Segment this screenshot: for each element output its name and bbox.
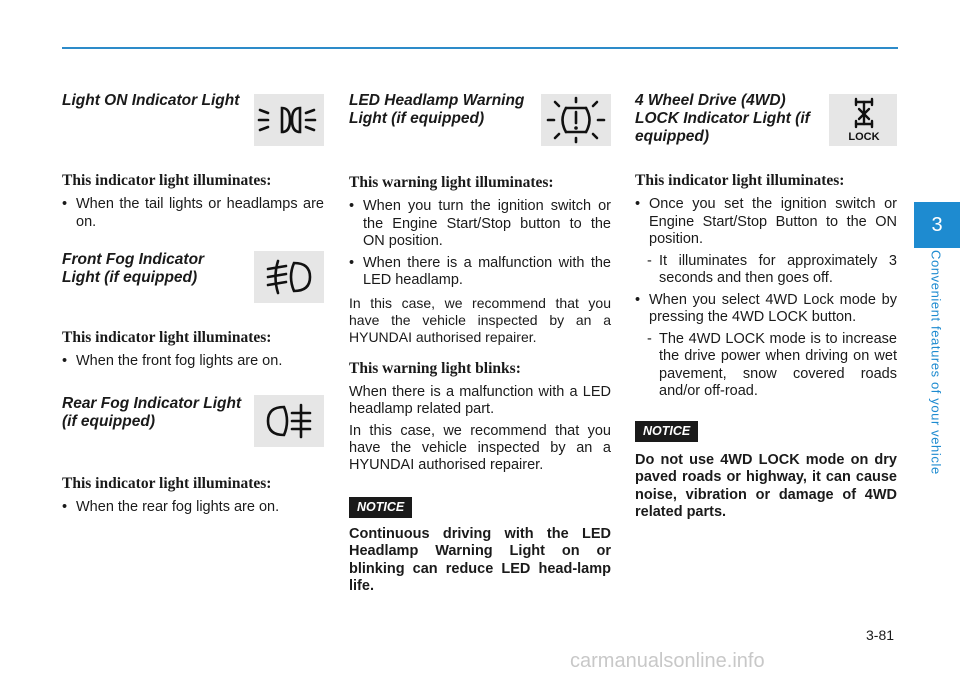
bullet-item: • When you turn the ignition switch or the Engine Start/Stop button to the ON position.: [349, 198, 611, 251]
section-light-on: [62, 92, 324, 144]
chapter-tab: [914, 202, 960, 248]
chapter-side-title: [925, 250, 947, 500]
section-front-fog: [62, 251, 324, 303]
section-title: 4 Wheel Drive (4WD) LOCK Indicator Light (if equipped): [635, 92, 810, 145]
section-title: Front Fog Indicator Light (if equipped): [62, 251, 205, 286]
section-rear-fog: [62, 395, 324, 447]
notice-badge: NOTICE: [635, 421, 698, 442]
rear-fog-icon: [254, 395, 324, 447]
led-headlamp-warning-icon: [541, 94, 611, 146]
bullet-item: • When the tail lights or headlamps are on.: [62, 196, 324, 231]
notice-text: Continuous driving with the LED Headlamp Warning Light on or blinking can reduce LED head-lamp life.: [349, 525, 611, 594]
bullet-item: • When the front fog lights are on.: [62, 353, 324, 371]
section-led-headlamp: [349, 92, 611, 144]
bullet-item: • When the rear fog lights are on.: [62, 499, 324, 517]
column-3: [635, 92, 897, 522]
dash-item: - The 4WD LOCK mode is to increase the drive power when driving on wet pavement, snow covered roads and/or off-road.: [647, 330, 897, 399]
paragraph: In this case, we recommend that you have the vehicle inspected by an a HYUNDAI authorised repairer.: [349, 422, 611, 473]
section-title: LED Headlamp Warning Light (if equipped): [349, 92, 525, 127]
front-fog-icon: [254, 251, 324, 303]
section-4wd-lock: [635, 92, 897, 144]
chapter-title: Convenient features of your vehicle: [928, 250, 944, 475]
paragraph: In this case, we recommend that you have the vehicle inspected by an a HYUNDAI authorised repairer.: [349, 294, 611, 345]
bullet-item: • Once you set the ignition switch or Engine Start/Stop Button to the ON position.: [635, 196, 897, 249]
subheading: This indicator light illuminates:: [62, 474, 272, 492]
notice-badge: NOTICE: [349, 497, 412, 518]
4wd-lock-icon: [829, 94, 897, 146]
chapter-number: 3: [931, 213, 943, 236]
bullet-item: • When there is a malfunction with the LED headlamp.: [349, 255, 611, 290]
subheading: This indicator light illuminates:: [62, 329, 272, 346]
dash-item: - It illuminates for approximately 3 seconds and then goes off.: [647, 252, 897, 286]
column-1: [62, 92, 324, 516]
page-number: 3-81: [866, 627, 895, 643]
watermark: carmanualsonline.info: [570, 650, 765, 672]
subheading: This warning light blinks:: [349, 359, 521, 377]
dash-text: It illuminates for approximately 3 seconds and then goes off.: [659, 252, 897, 286]
lock-label: LOCK: [848, 131, 880, 143]
subheading: This indicator light illuminates:: [635, 172, 845, 189]
subheading: This warning light illuminates:: [349, 174, 554, 191]
column-2: [349, 92, 611, 596]
subheading: This indicator light illuminates:: [62, 172, 272, 189]
header-rule: [62, 47, 898, 49]
section-title: Light ON Indicator Light: [62, 92, 240, 109]
tail-lamp-icon: [254, 94, 324, 146]
notice-text: Do not use 4WD LOCK mode on dry paved roads or highway, it can cause noise, vibration or damage of 4WD related parts.: [635, 451, 897, 520]
section-title: Rear Fog Indicator Light (if equipped): [62, 394, 242, 430]
dash-text: The 4WD LOCK mode is to increase the drive power when driving on wet pavement, snow covered roads and/or off-road.: [659, 330, 897, 399]
paragraph: When there is a malfunction with a LED headlamp related part.: [349, 383, 611, 417]
bullet-item: • When you select 4WD Lock mode by pressing the 4WD LOCK button.: [635, 292, 897, 327]
